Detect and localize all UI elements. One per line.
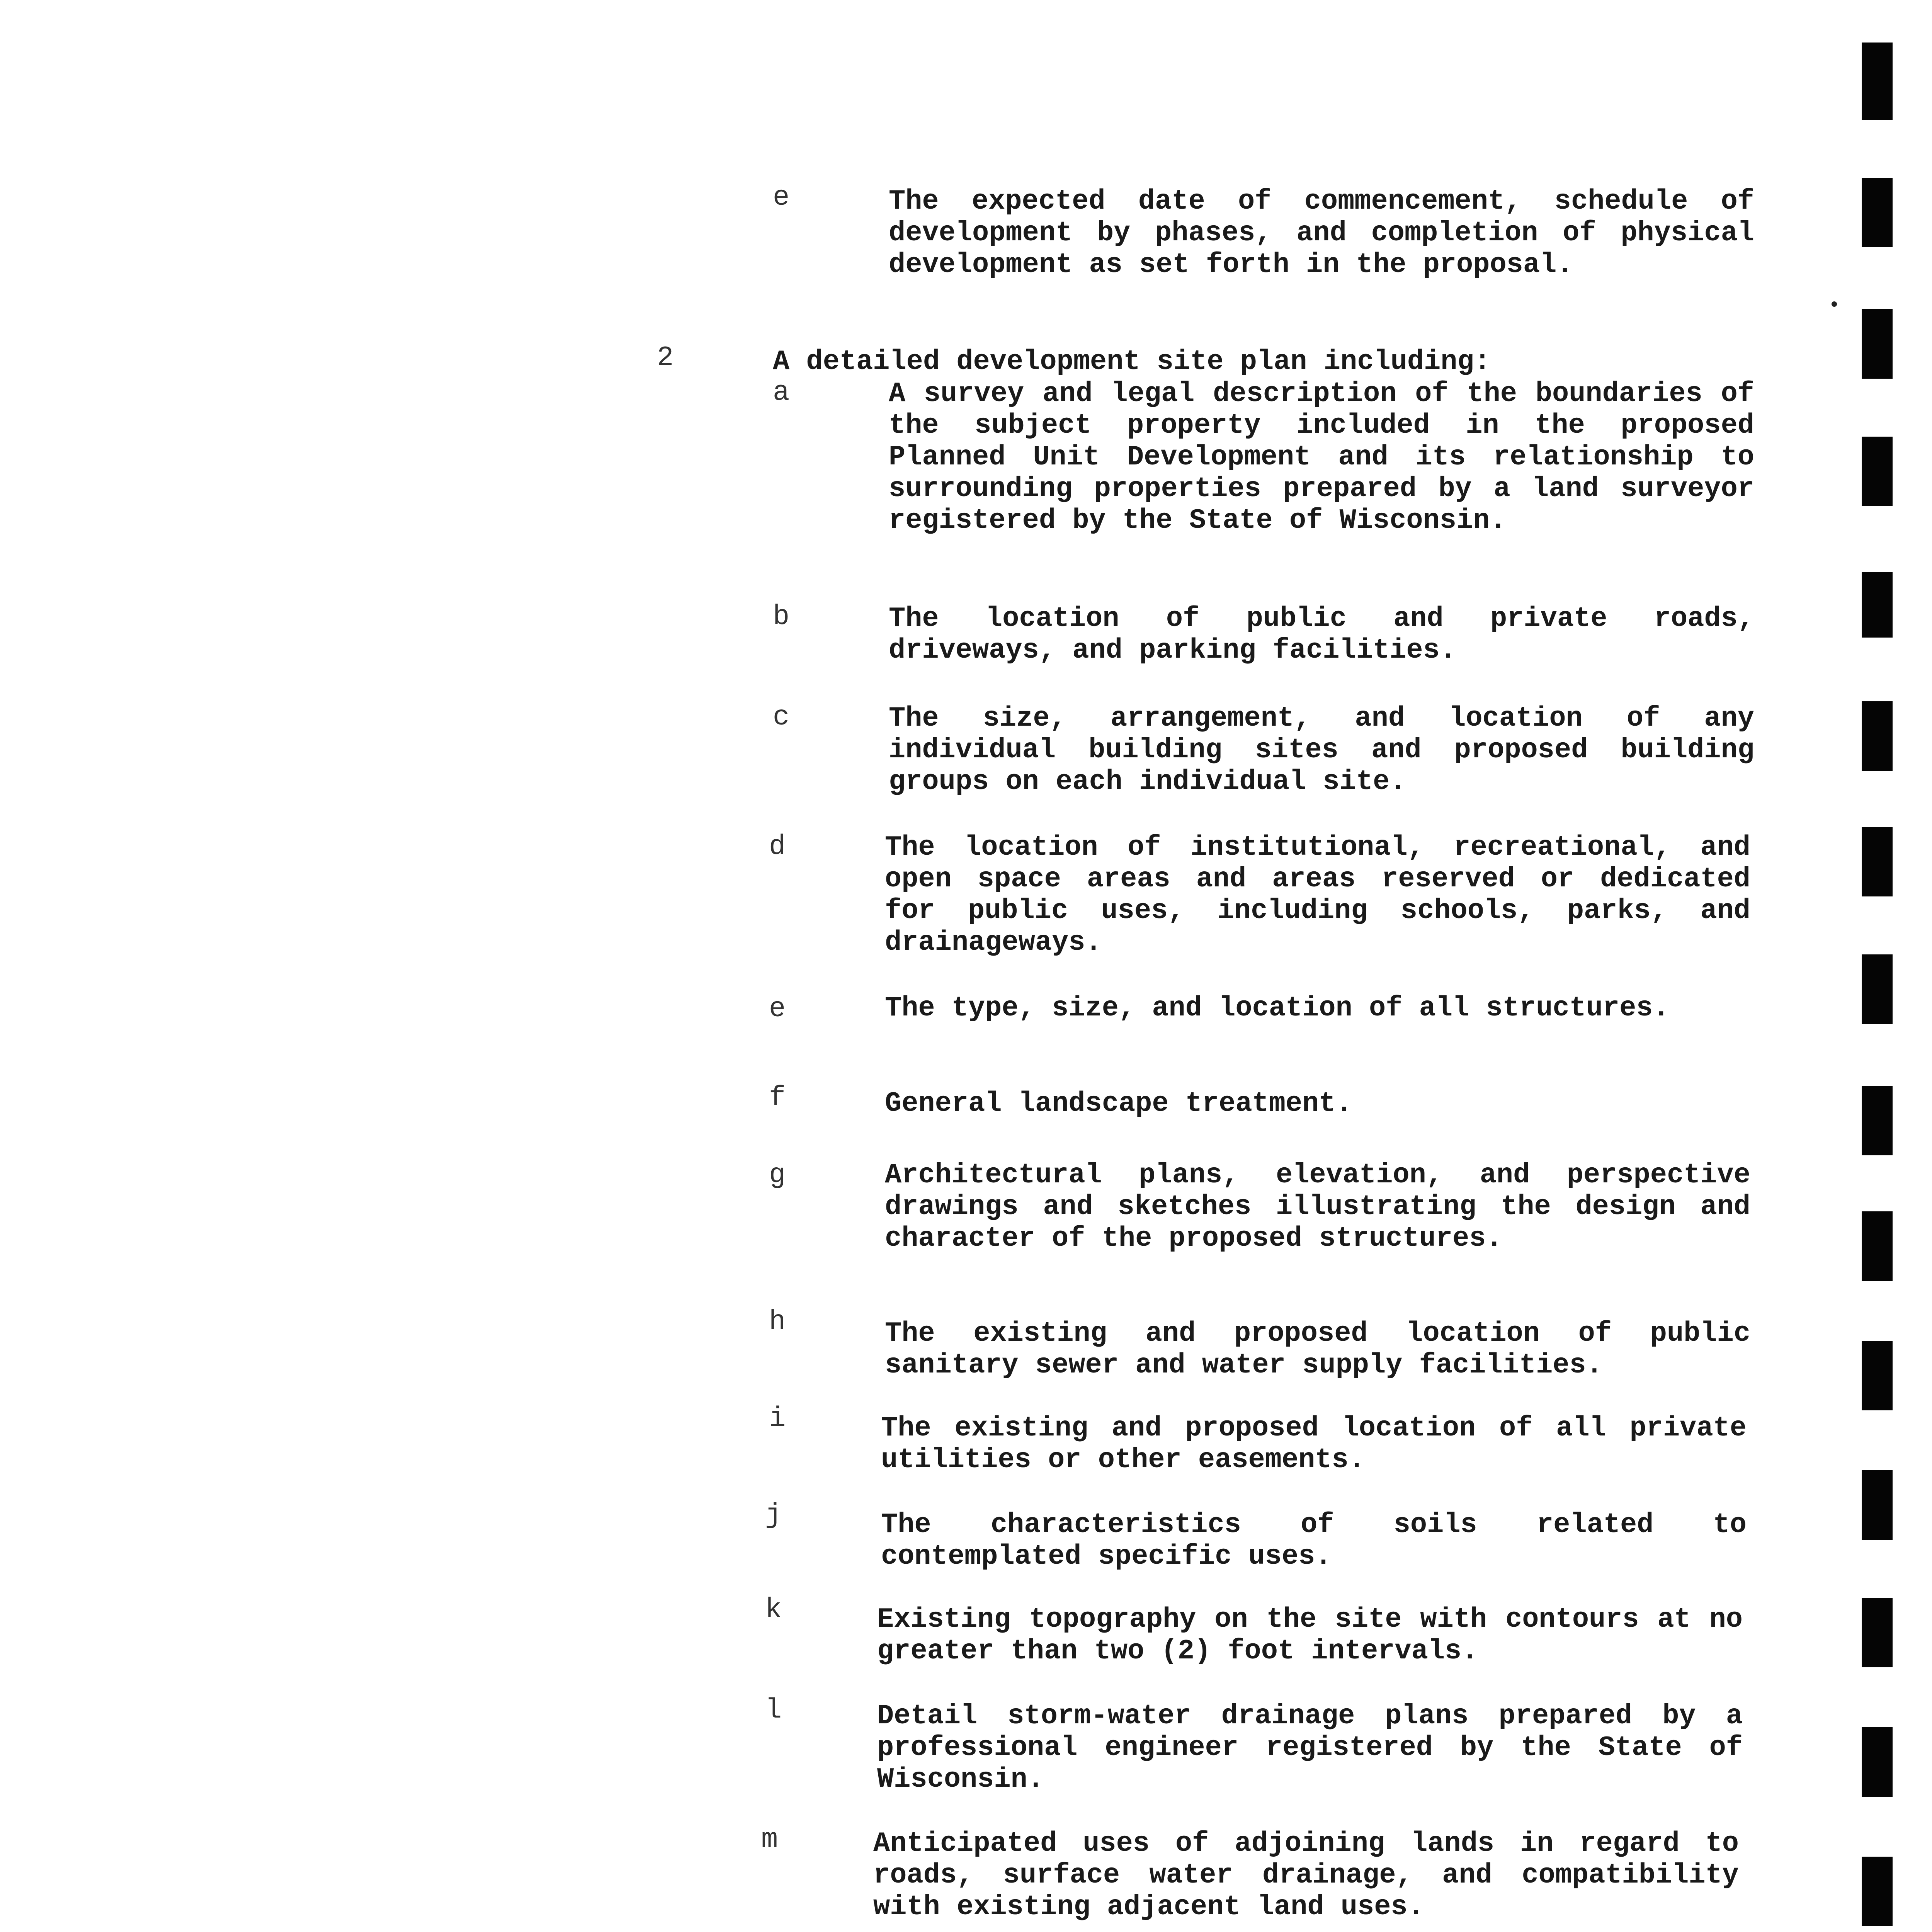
binding-mark bbox=[1862, 1470, 1893, 1540]
binding-mark bbox=[1862, 178, 1893, 247]
item-label-j: j bbox=[765, 1499, 782, 1531]
item-label-d: d bbox=[769, 831, 786, 862]
item-text-b: The location of public and private roads, driveways, and parking facilities. bbox=[889, 603, 1754, 666]
binding-mark bbox=[1862, 437, 1893, 506]
item-text-f: General landscape treatment. bbox=[885, 1088, 1352, 1119]
item-label-a: a bbox=[773, 377, 790, 408]
item-label-l: l bbox=[765, 1694, 782, 1726]
binding-mark bbox=[1862, 43, 1893, 120]
item-text-e-top: The expected date of commencement, schedule of development by phases, and completion of physical development as set forth in the proposal. bbox=[889, 185, 1754, 281]
binding-mark bbox=[1862, 1211, 1893, 1281]
item-label-m: m bbox=[761, 1824, 778, 1855]
item-label-e: e bbox=[769, 993, 786, 1025]
binding-mark bbox=[1862, 827, 1893, 896]
binding-mark bbox=[1862, 954, 1893, 1024]
item-text-g: Architectural plans, elevation, and perspective drawings and sketches illustrating the design and character of the proposed structures. bbox=[885, 1159, 1750, 1254]
item-text-j: The characteristics of soils related to contemplated specific uses. bbox=[881, 1509, 1747, 1572]
binding-mark bbox=[1862, 1857, 1893, 1926]
item-label-k: k bbox=[765, 1594, 782, 1626]
item-text-l: Detail storm-water drainage plans prepared by a professional engineer registered by the State of Wisconsin. bbox=[877, 1700, 1743, 1795]
binding-mark bbox=[1862, 1341, 1893, 1410]
item-text-m: Anticipated uses of adjoining lands in regard to roads, surface water drainage, and compatibility with existing adjacent land uses. bbox=[873, 1828, 1739, 1923]
item-label-c: c bbox=[773, 701, 790, 733]
item-label-f: f bbox=[769, 1082, 786, 1114]
binding-mark bbox=[1862, 1598, 1893, 1667]
scan-speck bbox=[1832, 301, 1837, 307]
item-text-c: The size, arrangement, and location of any individual building sites and proposed building groups on each individual site. bbox=[889, 702, 1754, 798]
item-text-k: Existing topography on the site with contours at no greater than two (2) foot intervals. bbox=[877, 1604, 1743, 1667]
section-2-heading: A detailed development site plan including: bbox=[773, 346, 1491, 378]
item-text-e: The type, size, and location of all structures. bbox=[885, 992, 1670, 1024]
section-number-2: 2 bbox=[657, 342, 674, 374]
binding-mark bbox=[1862, 572, 1893, 638]
binding-mark bbox=[1862, 309, 1893, 379]
item-label-h: h bbox=[769, 1306, 786, 1338]
item-text-h: The existing and proposed location of public sanitary sewer and water supply facilities. bbox=[885, 1318, 1750, 1381]
item-label-g: g bbox=[769, 1159, 786, 1191]
item-text-d: The location of institutional, recreational, and open space areas and areas reserved or dedicated for public uses, including schools, parks, and drainageways. bbox=[885, 832, 1750, 958]
binding-mark bbox=[1862, 701, 1893, 771]
item-label-b: b bbox=[773, 601, 790, 633]
binding-mark bbox=[1862, 1727, 1893, 1797]
item-label-e-top: e bbox=[773, 182, 790, 213]
item-text-i: The existing and proposed location of all private utilities or other easements. bbox=[881, 1412, 1747, 1476]
binding-mark bbox=[1862, 1086, 1893, 1155]
item-text-a: A survey and legal description of the boundaries of the subject property included in the proposed Planned Unit Development and its relationship to surrounding properties prepared by a land surveyor registered by the State of Wisconsin. bbox=[889, 378, 1754, 536]
item-label-i: i bbox=[769, 1403, 786, 1434]
